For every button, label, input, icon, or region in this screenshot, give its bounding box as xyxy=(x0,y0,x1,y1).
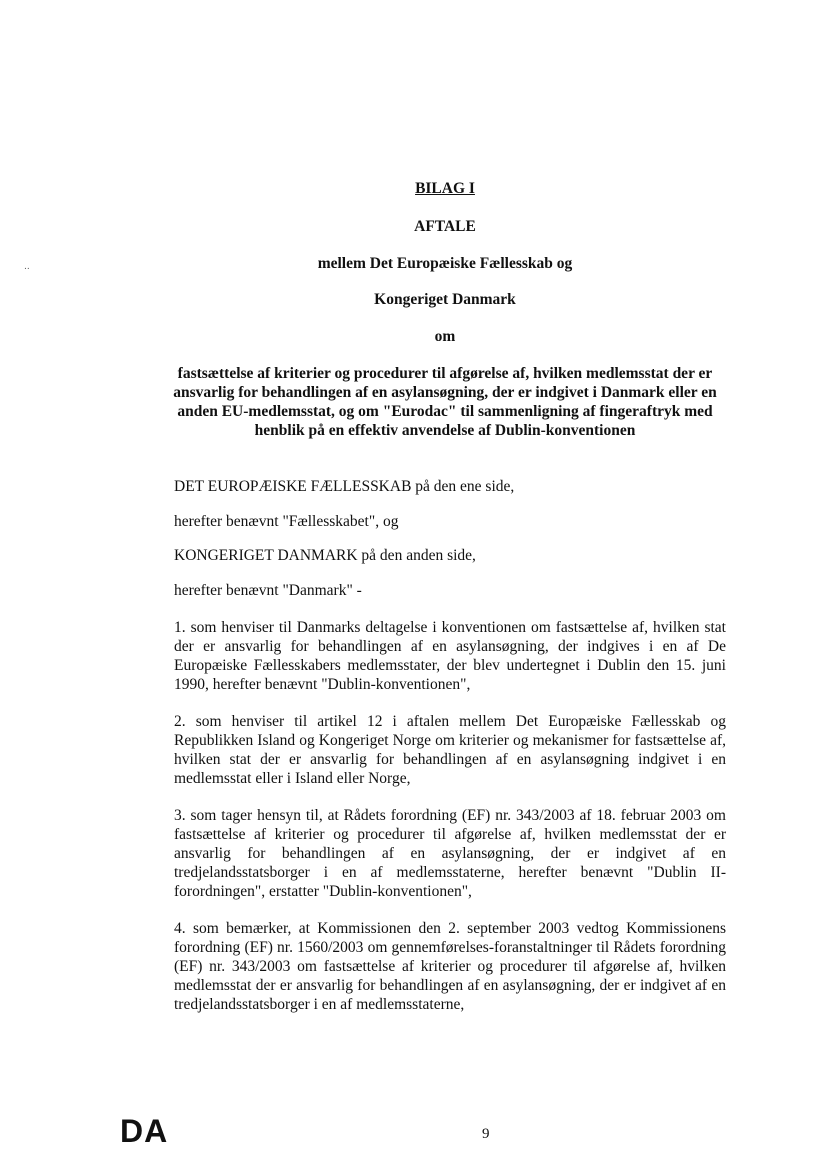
paragraph-community-alias: herefter benævnt "Fællesskabet", og xyxy=(174,513,399,530)
recital-2: 2. som henviser til artikel 12 i aftalen mellem Det Europæiske Fællesskab og Republikken Island og Kongeriget Norge om kriterier og mekanismer for fastsættelse af, hvilken stat der er ansvarlig for behandlingen af en asylansøgning indgivet i en medlemsstat eller i Island eller Norge, xyxy=(174,713,726,787)
paragraph-denmark-alias: herefter benævnt "Danmark" - xyxy=(174,582,362,599)
recital-4: 4. som bemærker, at Kommissionen den 2. september 2003 vedtog Kommissionens forordning (EF) nr. 1560/2003 om gennemførelses-foranstaltninger til Rådets forordning (EF) nr. 343/2003 om fastsættelse af kriterier og procedurer til afgørelse af, hvilken medlemsstat der er ansvarlig for behandlingen af en asylansøgning, der er indgivet af en tredjelandsstatsborger i en af medlemsstaterne, xyxy=(174,920,726,1013)
parties-line-1: mellem Det Europæiske Fællesskab og xyxy=(317,255,573,272)
agreement-label: AFTALE xyxy=(414,218,476,235)
scan-mark: .. xyxy=(24,262,30,272)
parties-line-2: Kongeriget Danmark xyxy=(374,291,516,308)
footer-page-number: 9 xyxy=(482,1126,490,1142)
recital-3: 3. som tager hensyn til, at Rådets forordning (EF) nr. 343/2003 af 18. februar 2003 om fastsættelse af kriterier og procedurer til afgørelse af, hvilken medlemsstat der er ansvarlig for behandlingen af en asylansøgning, der er indgivet af en tredjelandsstatsborger i en af medlemsstaterne, herefter benævnt "Dublin II-forordningen", erstatter "Dublin-konventionen", xyxy=(174,807,726,900)
paragraph-party-denmark: KONGERIGET DANMARK på den anden side, xyxy=(174,547,476,564)
footer-language-code: DA xyxy=(120,1113,169,1149)
annex-heading: BILAG I xyxy=(415,180,475,197)
om-label: om xyxy=(434,328,456,345)
agreement-subject: fastsættelse af kriterier og procedurer til afgørelse af, hvilken medlemsstat der er ansvarlig for behandlingen af en asylansøgning, der er indgivet i Danmark eller en anden EU-medlemsstat, og om "Eurodac" til sammenligning af fingeraftryk med henblik på en effektiv anvendelse af Dublin-konventionen xyxy=(173,365,717,439)
paragraph-party-community: DET EUROPÆISKE FÆLLESSKAB på den ene side, xyxy=(174,478,515,495)
recital-1: 1. som henviser til Danmarks deltagelse i konventionen om fastsættelse af, hvilken stat der er ansvarlig for behandlingen af en asylansøgning, der indgives i en af De Europæiske Fællesskabers medlemsstater, der blev undertegnet i Dublin den 15. juni 1990, herefter benævnt "Dublin-konventionen", xyxy=(174,619,726,693)
